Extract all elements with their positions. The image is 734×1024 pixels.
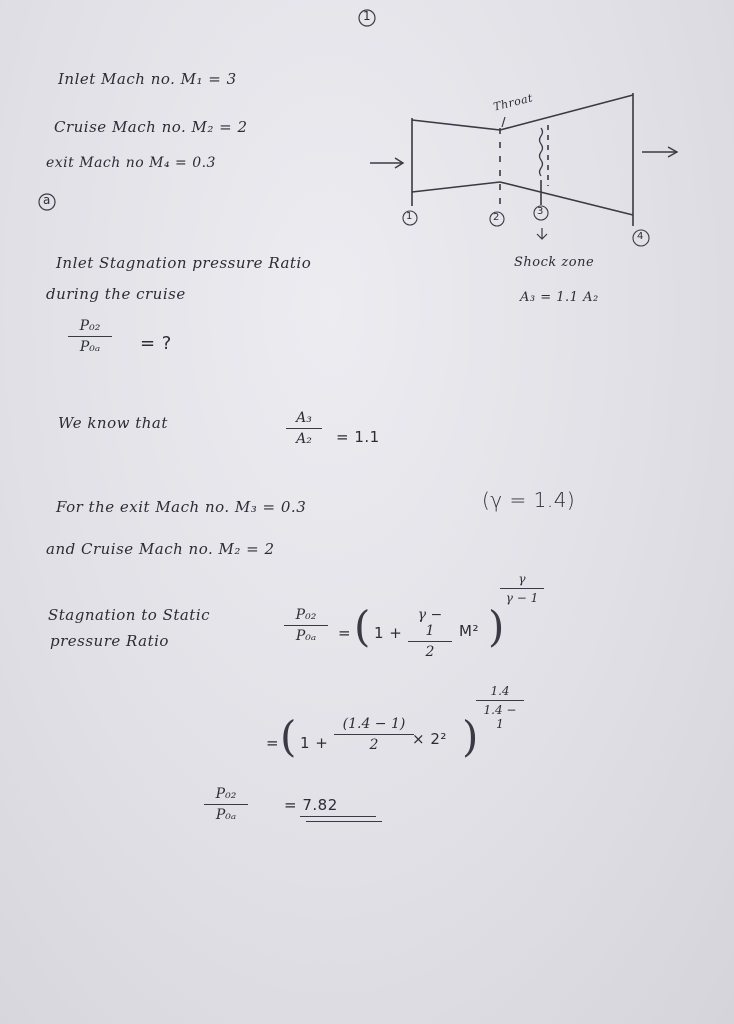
nozzle-lower-exit-wall — [500, 182, 633, 215]
nozzle-lower-inlet-wall — [412, 182, 500, 192]
substitution-times: × 2² — [412, 730, 447, 748]
formula-label-line-2: pressure Ratio — [50, 632, 169, 650]
result-numerator: P₀₂ — [215, 786, 237, 802]
station-2-label: 2 — [493, 212, 500, 223]
formula-exponent-numerator: γ — [518, 572, 526, 586]
formula-one-plus: 1 + — [374, 624, 403, 642]
problem-line-1: Inlet Stagnation pressure Ratio — [56, 254, 312, 272]
formula-exponent — [500, 572, 544, 605]
cruise-mach-line: Cruise Mach no. M₂ = 2 — [54, 118, 248, 136]
ratio-equals-question: = ? — [140, 333, 172, 354]
gamma-statement: (γ = 1.4) — [482, 488, 576, 512]
formula-lhs-fraction — [284, 607, 328, 644]
shock-zone-label: Shock zone — [514, 255, 595, 270]
formula-label-line-1: Stagnation to Static — [48, 606, 211, 624]
throat-label: Throat — [492, 91, 535, 114]
substitution-exponent-numerator: 1.4 — [490, 684, 510, 698]
we-know-that: We know that — [58, 414, 168, 432]
inlet-mach-line: Inlet Mach no. M₁ = 3 — [58, 70, 237, 88]
result-value: = 7.82 — [284, 796, 338, 814]
stagnation-ratio-fraction — [68, 318, 112, 355]
formula-open-paren: ( — [354, 602, 371, 651]
formula-mach-squared: M² — [459, 622, 479, 640]
formula-lhs-denominator: P₀ₐ — [295, 628, 317, 644]
gamma-fraction-numerator: γ − 1 — [417, 607, 443, 639]
gamma-fraction-denominator: 2 — [425, 644, 435, 660]
result-underline-1 — [300, 816, 376, 817]
formula-close-paren: ) — [488, 602, 505, 651]
cruise-mach-statement: and Cruise Mach no. M₂ = 2 — [46, 540, 275, 558]
substitution-numerator: (1.4 − 1) — [342, 716, 406, 732]
area-ratio-denominator: A₂ — [296, 431, 312, 447]
substitution-equals: = — [266, 734, 280, 752]
substitution-fraction — [334, 716, 414, 753]
exit-mach-statement: For the exit Mach no. M₃ = 0.3 — [56, 498, 307, 516]
exit-mach-line: exit Mach no M₄ = 0.3 — [46, 155, 216, 171]
substitution-open-paren: ( — [280, 712, 297, 761]
substitution-exponent — [476, 684, 524, 731]
station-1-label: 1 — [406, 211, 413, 222]
nozzle-upper-inlet-wall — [412, 120, 500, 130]
formula-equals: = — [338, 624, 352, 642]
substitution-close-paren: ) — [462, 712, 479, 761]
area-ratio-fraction — [286, 410, 322, 447]
area-relation-label: A₃ = 1.1 A₂ — [520, 290, 599, 305]
substitution-exponent-denominator: 1.4 − 1 — [483, 703, 517, 731]
nozzle-diagram — [370, 93, 677, 246]
throat-pointer — [502, 117, 505, 127]
station-4-label: 4 — [637, 231, 644, 242]
area-ratio-value: = 1.1 — [336, 428, 380, 446]
result-underline-2 — [306, 821, 382, 822]
part-label: a — [43, 193, 51, 207]
formula-lhs-numerator: P₀₂ — [295, 607, 317, 623]
ratio-numerator: P₀₂ — [79, 318, 101, 334]
substitution-one-plus: 1 + — [300, 734, 329, 752]
ratio-denominator: P₀ₐ — [79, 339, 101, 355]
gamma-fraction — [408, 607, 452, 660]
station-3-label: 3 — [537, 206, 544, 217]
substitution-denominator: 2 — [369, 737, 379, 753]
area-ratio-numerator: A₃ — [296, 410, 312, 426]
shock-wave-squiggle — [540, 128, 543, 176]
result-denominator: P₀ₐ — [215, 807, 237, 823]
shock-zone-pointer — [537, 228, 547, 239]
problem-line-2: during the cruise — [46, 285, 186, 303]
page-number: 1 — [363, 9, 372, 23]
formula-exponent-denominator: γ − 1 — [505, 591, 539, 605]
result-fraction — [204, 786, 248, 823]
